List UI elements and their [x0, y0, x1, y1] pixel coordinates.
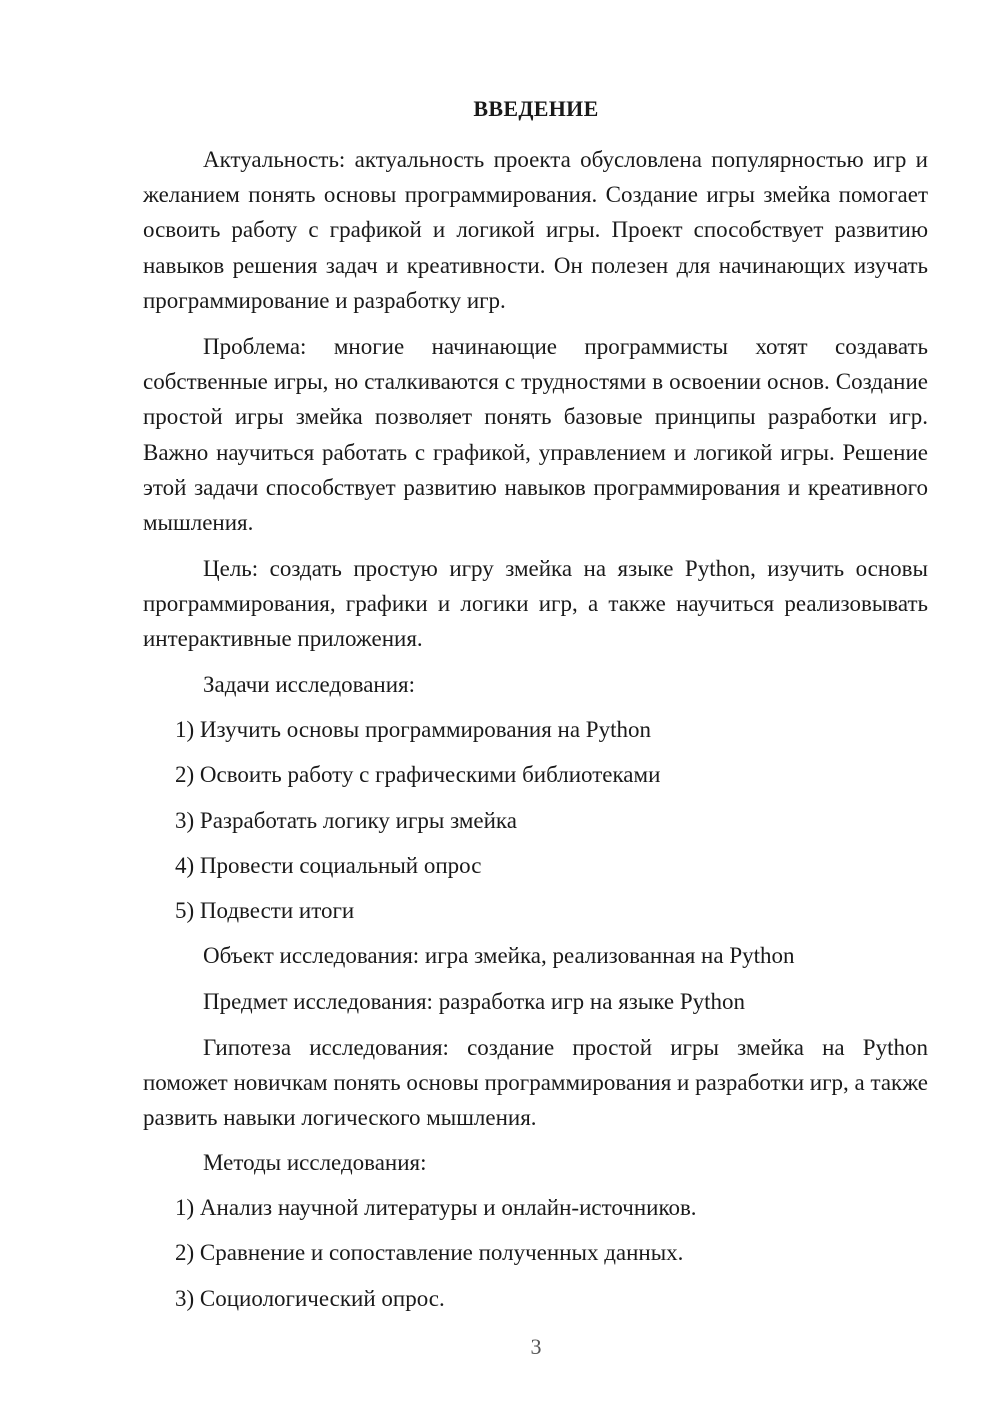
page-number: 3	[530, 1334, 542, 1359]
subject-line: Предмет исследования: разработка игр на языке Python	[203, 989, 746, 1014]
method-item: 3) Социологический опрос.	[175, 1286, 445, 1311]
goal-paragraph: Цель: создать простую игру змейка на языке Python, изучить основы программирования, графики и логики игр, а также научиться реализовывать интерактивные приложения.	[143, 556, 928, 652]
section-heading: ВВЕДЕНИЕ	[473, 96, 599, 121]
method-item: 1) Анализ научной литературы и онлайн-источников.	[175, 1195, 697, 1220]
relevance-paragraph: Актуальность: актуальность проекта обусловлена популярностью игр и желанием понять основы программирования. Создание игры змейка помогает освоить работу с графикой и логикой игры. Проект способствует развитию навыков решения задач и креативности. Он полезен для начинающих изучать программирование и разработку игр.	[143, 147, 928, 313]
tasks-title: Задачи исследования:	[203, 672, 416, 697]
task-item: 1) Изучить основы программирования на Python	[175, 717, 651, 742]
task-item: 3) Разработать логику игры змейка	[175, 808, 517, 833]
task-item: 2) Освоить работу с графическими библиотеками	[175, 762, 661, 787]
hypothesis-paragraph: Гипотеза исследования: создание простой игры змейка на Python поможет новичкам понять основы программирования и разработки игр, а также развить навыки логического мышления.	[143, 1035, 929, 1131]
problem-paragraph: Проблема: многие начинающие программисты хотят создавать собственные игры, но сталкиваются с трудностями в освоении основ. Создание простой игры змейка позволяет понять базовые принципы разработки игр. Важно научиться работать с графикой, управлением и логикой игры. Решение этой задачи способствует развитию навыков программирования и креативного мышления.	[143, 334, 928, 536]
task-item: 4) Провести социальный опрос	[175, 853, 482, 878]
method-item: 2) Сравнение и сопоставление полученных данных.	[175, 1240, 684, 1265]
task-item: 5) Подвести итоги	[175, 898, 355, 923]
object-line: Объект исследования: игра змейка, реализованная на Python	[203, 943, 795, 968]
methods-title: Методы исследования:	[203, 1150, 427, 1175]
